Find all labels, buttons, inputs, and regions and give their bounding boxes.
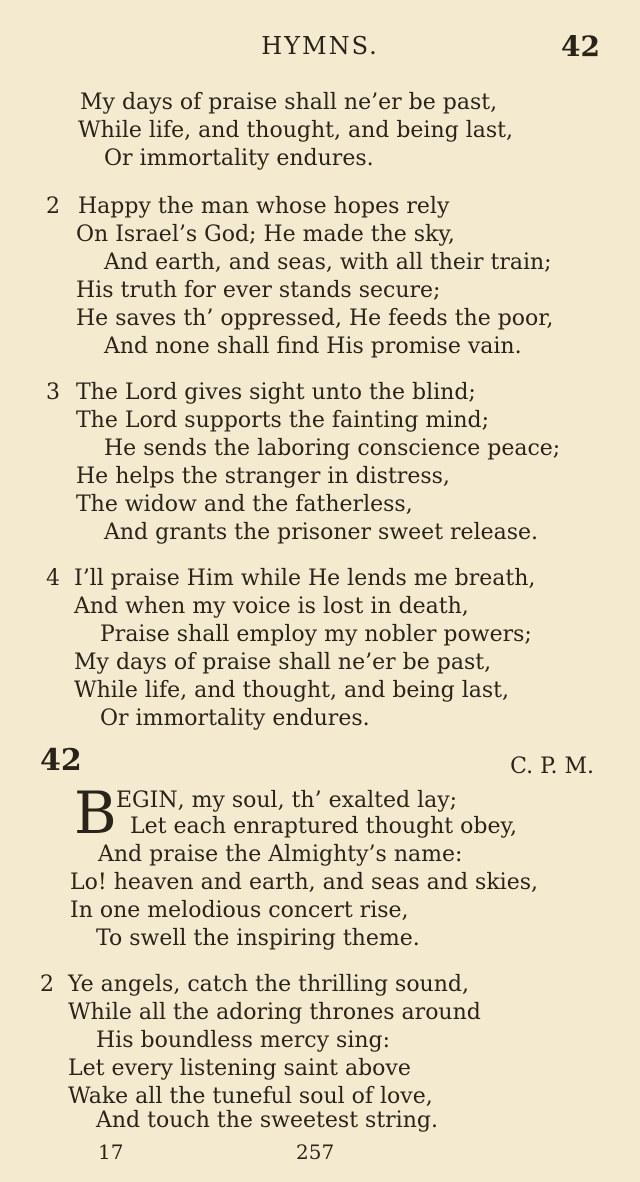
verse-line: Wake all the tuneful soul of love, <box>68 1084 433 1109</box>
verse-line: His boundless mercy sing: <box>96 1028 391 1053</box>
verse-line: While life, and thought, and being last, <box>74 678 509 703</box>
hymn-meter: C. P. M. <box>510 754 594 779</box>
verse-line: And touch the sweetest string. <box>96 1108 438 1133</box>
verse-line: Praise shall employ my nobler powers; <box>100 622 532 647</box>
verse-line: Let each enraptured thought obey, <box>130 814 517 839</box>
verse-line: Ye angels, catch the thrilling sound, <box>68 972 469 997</box>
verse-line: The Lord supports the fainting mind; <box>76 408 489 433</box>
verse-line: To swell the inspiring theme. <box>96 926 420 951</box>
verse-line: My days of praise shall ne’er be past, <box>80 90 498 115</box>
verse-line: Let every listening saint above <box>68 1056 411 1081</box>
stanza-number: 4 <box>46 566 60 591</box>
first-line-rest: , my soul, th’ exalted lay; <box>177 788 458 813</box>
verse-line: And earth, and seas, with all their train; <box>104 250 552 275</box>
first-word-rest: EGIN <box>116 788 178 813</box>
drop-cap: B <box>74 779 117 847</box>
verse-line-first <box>116 790 457 812</box>
verse-line: Or immortality endures. <box>104 146 374 171</box>
verse-line: Happy the man whose hopes rely <box>78 194 450 219</box>
header-hymn-number: 42 <box>561 30 600 63</box>
verse-line: The widow and the fatherless, <box>76 492 413 517</box>
stanza-number: 2 <box>46 194 60 219</box>
verse-line: And when my voice is lost in death, <box>74 594 469 619</box>
verse-line: Or immortality endures. <box>100 706 370 731</box>
verse-line: And praise the Almighty’s name: <box>98 842 463 867</box>
verse-line: His truth for ever stands secure; <box>76 278 441 303</box>
verse-line: He sends the laboring conscience peace; <box>104 436 561 461</box>
signature-mark: 17 <box>98 1140 124 1164</box>
verse-line: I’ll praise Him while He lends me breath, <box>74 566 536 591</box>
stanza-number: 2 <box>40 972 54 997</box>
verse-line: And grants the prisoner sweet release. <box>104 520 539 545</box>
stanza-number: 3 <box>46 380 60 405</box>
verse-line: The Lord gives sight unto the blind; <box>76 380 476 405</box>
verse-line: Lo! heaven and earth, and seas and skies, <box>70 870 539 895</box>
verse-line: On Israel’s God; He made the sky, <box>76 222 455 247</box>
verse-line: While life, and thought, and being last, <box>78 118 513 143</box>
verse-line: And none shall find His promise vain. <box>104 334 522 359</box>
verse-line: He saves th’ oppressed, He feeds the poor, <box>76 306 554 331</box>
verse-line: He helps the stranger in distress, <box>76 464 450 489</box>
verse-line: In one melodious concert rise, <box>70 898 409 923</box>
running-title: HYMNS. <box>261 32 379 60</box>
page-number: 257 <box>296 1140 335 1164</box>
hymn-number: 42 <box>40 743 82 778</box>
verse-line: While all the adoring thrones around <box>68 1000 481 1025</box>
verse-line: My days of praise shall ne’er be past, <box>74 650 492 675</box>
